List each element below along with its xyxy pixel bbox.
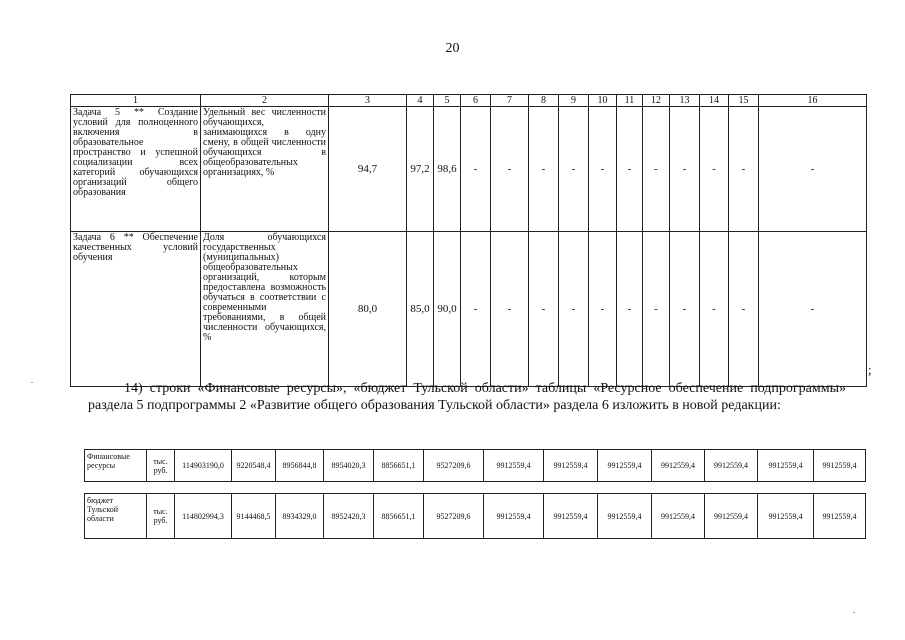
value-cell: 97,2	[407, 107, 434, 232]
value-cell: 8856651,1	[374, 450, 424, 482]
value-cell: -	[491, 232, 529, 387]
value-cell: -	[700, 232, 729, 387]
column-header: 6	[461, 95, 491, 107]
column-header: 13	[670, 95, 700, 107]
value-cell: 9912559,4	[544, 450, 598, 482]
column-header: 5	[434, 95, 461, 107]
column-header: 16	[759, 95, 867, 107]
value-cell: 98,6	[434, 107, 461, 232]
column-header: 12	[643, 95, 670, 107]
row-label: Финансовые ресурсы	[85, 450, 147, 482]
scan-speck	[853, 612, 855, 613]
value-cell: 9912559,4	[598, 450, 652, 482]
value-cell: -	[461, 107, 491, 232]
value-cell: -	[729, 232, 759, 387]
value-cell: -	[491, 107, 529, 232]
indicator-cell: Удельный вес численности обучающихся, занимающихся в одну смену, в общей численности обучающихся в общеобразовательных организациях, %	[201, 107, 329, 232]
table-row	[71, 107, 867, 232]
column-header: 2	[201, 95, 329, 107]
value-cell: 8952420,3	[324, 494, 374, 539]
value-cell: 9912559,4	[758, 450, 814, 482]
value-cell: -	[759, 107, 867, 232]
paragraph-text: 14) строки «Финансовые ресурсы», «бюджет Тульской области» таблицы «Ресурсное обеспечение подпрограммы» раздела 5 подпрограммы 2 «Развитие общего образования Тульской области» раздела 6 изложить в новой редакции:	[88, 381, 846, 413]
trailing-semicolon: ;	[868, 362, 872, 377]
value-cell: 9220548,4	[232, 450, 276, 482]
value-cell: 8956844,8	[276, 450, 324, 482]
value-cell: -	[559, 232, 589, 387]
column-header: 11	[617, 95, 643, 107]
indicator-cell: Доля обучающихся государственных (муниципальных) общеобразовательных организаций, которым предоставлена возможность обучаться в соответствии с современными требованиями, в общей численности обучающихся, %	[201, 232, 329, 387]
column-header: 15	[729, 95, 759, 107]
value-cell: 94,7	[329, 107, 407, 232]
value-cell: 9912559,4	[814, 494, 866, 539]
table-row	[85, 494, 866, 539]
page-number: 20	[445, 41, 460, 56]
column-header: 1	[71, 95, 201, 107]
amendment-paragraph	[88, 380, 846, 414]
table-row	[71, 232, 867, 387]
value-cell: -	[559, 107, 589, 232]
value-cell: 8954020,3	[324, 450, 374, 482]
indicators-table	[70, 94, 867, 387]
value-cell: 9912559,4	[484, 494, 544, 539]
column-header: 7	[491, 95, 529, 107]
value-cell: -	[670, 232, 700, 387]
value-cell: -	[529, 107, 559, 232]
value-cell: 114802994,3	[175, 494, 232, 539]
value-cell: -	[529, 232, 559, 387]
task-cell: Задача 6 ** Обеспечение качественных условий обучения	[71, 232, 201, 387]
column-header: 3	[329, 95, 407, 107]
value-cell: 9912559,4	[544, 494, 598, 539]
value-cell: -	[643, 107, 670, 232]
value-cell: 9912559,4	[598, 494, 652, 539]
value-cell: -	[670, 107, 700, 232]
column-header: 14	[700, 95, 729, 107]
value-cell: 9912559,4	[758, 494, 814, 539]
value-cell: -	[589, 107, 617, 232]
scan-speck	[31, 382, 33, 383]
table-header-row	[71, 95, 867, 107]
value-cell: 9144468,5	[232, 494, 276, 539]
value-cell: 9912559,4	[652, 494, 705, 539]
value-cell: -	[617, 107, 643, 232]
value-cell: -	[461, 232, 491, 387]
value-cell: 80,0	[329, 232, 407, 387]
value-cell: 114903190,0	[175, 450, 232, 482]
unit-cell: тыс. руб.	[147, 450, 175, 482]
value-cell: -	[729, 107, 759, 232]
task-cell: Задача 5 ** Создание условий для полноценного включения в образовательное пространство и успешной социализации всех категорий обучающихся организаций общего образования	[71, 107, 201, 232]
value-cell: -	[643, 232, 670, 387]
value-cell: 9527209,6	[424, 494, 484, 539]
table-row	[85, 450, 866, 482]
value-cell: -	[589, 232, 617, 387]
value-cell: 8856651,1	[374, 494, 424, 539]
value-cell: 8934329,0	[276, 494, 324, 539]
value-cell: -	[617, 232, 643, 387]
value-cell: 90,0	[434, 232, 461, 387]
value-cell: 9912559,4	[705, 450, 758, 482]
value-cell: -	[759, 232, 867, 387]
row-label: бюджет Тульской области	[85, 494, 147, 539]
column-header: 10	[589, 95, 617, 107]
column-header: 9	[559, 95, 589, 107]
value-cell: 9912559,4	[484, 450, 544, 482]
unit-cell: тыс. руб.	[147, 494, 175, 539]
value-cell: -	[700, 107, 729, 232]
value-cell: 9527209,6	[424, 450, 484, 482]
finance-resources-table	[84, 449, 866, 482]
value-cell: 9912559,4	[705, 494, 758, 539]
column-header: 8	[529, 95, 559, 107]
value-cell: 9912559,4	[652, 450, 705, 482]
column-header: 4	[407, 95, 434, 107]
value-cell: 85,0	[407, 232, 434, 387]
regional-budget-table	[84, 493, 866, 539]
value-cell: 9912559,4	[814, 450, 866, 482]
